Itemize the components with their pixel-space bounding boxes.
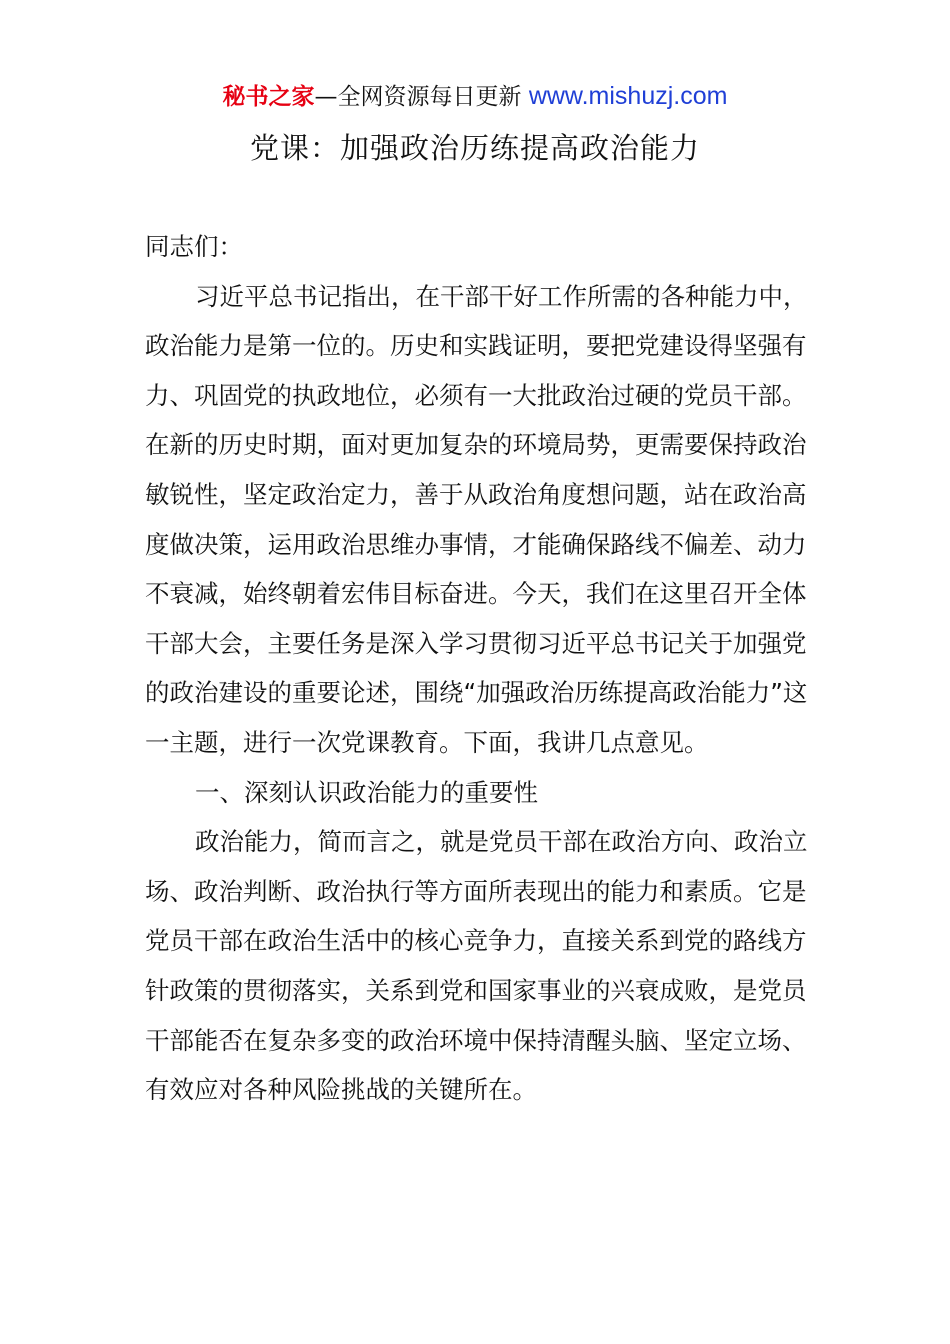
document-title: 党课：加强政治历练提高政治能力 [249, 131, 700, 165]
site-header [0, 80, 950, 113]
site-url-link[interactable]: www.mishuzj.com [528, 82, 728, 110]
salutation: 同志们： [145, 232, 243, 261]
header-tagline: —全网资源每日更新 [314, 84, 529, 110]
paragraph-section-one: 政治能力，简而言之，就是党员干部在政治方向、政治立场、政治判断、政治执行等方面所表现出的能力和素质。它是党员干部在政治生活中的核心竞争力，直接关系到党的路线方针政策的贯彻落实，关系到党和国家事业的兴衰成败，是党员干部能否在复杂多变的政治环境中保持清醒头脑、坚定立场、有效应对各种风险挑战的关键所在。 [145, 827, 808, 1105]
section-heading: 一、深刻认识政治能力的重要性 [195, 777, 538, 807]
paragraph-intro: 习近平总书记指出，在干部干好工作所需的各种能力中，政治能力是第一位的。历史和实践证明，要把党建设得坚强有力、巩固党的执政地位，必须有一大批政治过硬的党员干部。在新的历史时期，面对更加复杂的环境局势，更需要保持政治敏锐性，坚定政治定力，善于从政治角度想问题，站在政治高度做决策，运用政治思维办事情，才能确保路线不偏差、动力不衰减，始终朝着宏伟目标奋进。今天，我们在这里召开全体干部大会，主要任务是深入学习贯彻习近平总书记关于加强党的政治建设的重要论述，围绕“加强政治历练提高政治能力”这一主题，进行一次党课教育。下面，我讲几点意见。 [145, 281, 808, 757]
brand-name: 秘书之家 [222, 84, 315, 110]
document-body [145, 222, 810, 1115]
